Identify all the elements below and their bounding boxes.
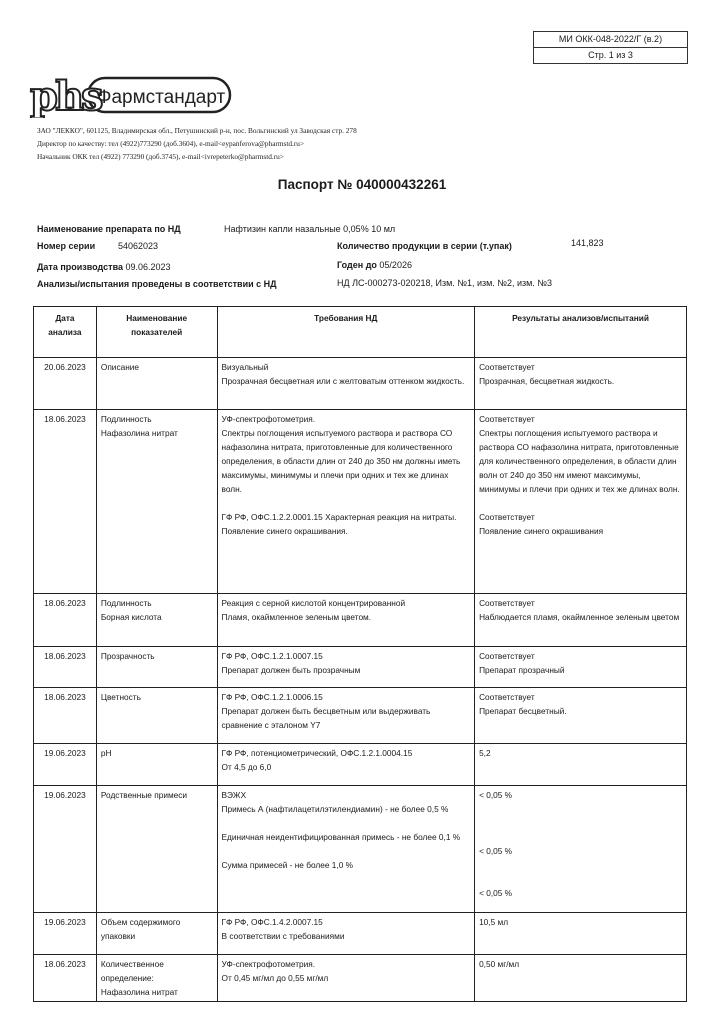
cell-text: От 4,5 до 6,0 — [221, 762, 272, 772]
quantity-label: Количество продукции в серии (т.упак) — [337, 241, 512, 251]
quality-director-contact: Директор по качеству: тел (4922)773290 (доб.3604), e-mail<eypanferova@pharmstd.ru> — [37, 139, 305, 148]
cell-results — [475, 594, 687, 647]
cell-text: Соответствует — [479, 651, 535, 661]
cell-requirements — [217, 647, 475, 688]
spacer — [479, 816, 682, 830]
production-date-label: Дата производства — [37, 262, 123, 272]
qc-head-contact: Начальник ОКК тел (4922) 773290 (доб.3745), e-mail<ivrepeterko@pharmstd.ru> — [37, 152, 284, 161]
cell-date: 19.06.2023 — [34, 744, 97, 786]
expiry-date — [337, 260, 412, 270]
cell-text: Препарат должен быть прозрачным — [221, 665, 361, 675]
cell-text: 10,5 мл — [479, 917, 509, 927]
header-requirements: Требования НД — [217, 307, 475, 358]
spacer — [479, 802, 682, 816]
cell-text: Соответствует — [479, 362, 535, 372]
cell-requirements — [217, 410, 475, 594]
cell-indicator — [96, 410, 217, 594]
analysis-results-table — [33, 306, 687, 1002]
cell-date: 18.06.2023 — [34, 594, 97, 647]
spacer — [479, 858, 682, 872]
passport-title: Паспорт № 040000432261 — [277, 177, 447, 192]
pharmstandard-logo — [28, 74, 233, 118]
cell-text: < 0,05 % — [479, 790, 513, 800]
production-date-value: 09.06.2023 — [125, 262, 171, 272]
cell-text: ВЭЖХ — [221, 790, 247, 800]
cell-text: Препарат прозрачный — [479, 665, 565, 675]
cell-results — [475, 786, 687, 913]
cell-text: УФ-спектрофотометрия. — [221, 959, 316, 969]
cell-text: Нафазолина нитрат — [100, 987, 178, 997]
table-body — [34, 358, 687, 1002]
table-row — [34, 358, 687, 410]
spacer — [479, 872, 682, 886]
cell-text: 0,50 мг/мл — [479, 959, 520, 969]
company-address: ЗАО "ЛЕККО", 601125, Владимирская обл., Петушинский р-н, пос. Вольгинский ул Заводская стр. 278 — [37, 126, 357, 135]
cell-text: УФ-спектрофотометрия. — [221, 414, 316, 424]
cell-text: Нафазолина нитрат — [100, 428, 178, 438]
cell-text: ГФ РФ, ОФС.1.4.2.0007.15 — [221, 917, 323, 927]
cell-text: Единичная неидентифицированная примесь - не более 0,1 % — [221, 832, 461, 842]
cell-requirements — [217, 913, 475, 955]
header-date: Дата анализа — [34, 307, 97, 358]
cell-date: 18.06.2023 — [34, 410, 97, 594]
drug-label: Наименование препарата по НД — [37, 224, 181, 234]
cell-indicator — [96, 594, 217, 647]
document-code: МИ ОКК-048-2022/Г (в.2) — [558, 34, 663, 44]
cell-text: Соответствует — [479, 598, 535, 608]
table-row — [34, 410, 687, 594]
cell-requirements — [217, 955, 475, 1002]
analysis-label: Анализы/испытания проведены в соответствии с НД — [37, 279, 277, 289]
table-row — [34, 744, 687, 786]
cell-text: Реакция с серной кислотой концентрированной — [221, 598, 406, 608]
table-row — [34, 955, 687, 1002]
cell-text: Родственные примеси — [100, 790, 188, 800]
company-info — [37, 124, 357, 163]
cell-text: В соответствии с требованиями — [221, 931, 345, 941]
expiry-label: Годен до — [337, 260, 377, 270]
cell-indicator — [96, 688, 217, 744]
cell-text: Пламя, окаймленное зеленым цветом. — [221, 612, 372, 622]
cell-requirements — [217, 358, 475, 410]
logo-mark: phs — [30, 74, 101, 118]
cell-results — [475, 410, 687, 594]
quantity-value: 141,823 — [571, 238, 604, 248]
nd-reference: НД ЛС-000273-020218, Изм. №1, изм. №2, изм. №3 — [337, 278, 553, 288]
series-value: 54062023 — [118, 241, 159, 251]
cell-text: Прозрачность — [100, 651, 155, 661]
cell-text: От 0,45 мг/мл до 0,55 мг/мл — [221, 973, 329, 983]
cell-results — [475, 358, 687, 410]
cell-indicator — [96, 647, 217, 688]
cell-date: 19.06.2023 — [34, 913, 97, 955]
table-row — [34, 786, 687, 913]
cell-date: 19.06.2023 — [34, 786, 97, 913]
logo-name: Фармстандарт — [97, 87, 226, 108]
cell-requirements — [217, 786, 475, 913]
cell-text: Примесь А (нафтилацетилэтилендиамин) - не более 0,5 % — [221, 804, 449, 814]
cell-text: Соответствует — [479, 414, 535, 424]
cell-text: ГФ РФ, ОФС.1.2.1.0006.15 — [221, 692, 323, 702]
cell-results — [475, 744, 687, 786]
page-number: Стр. 1 из 3 — [534, 47, 687, 63]
cell-text: < 0,05 % — [479, 846, 513, 856]
cell-text: Прозрачная бесцветная или с желтоватым оттенком жидкость. — [221, 376, 465, 386]
cell-text: Объем содержимого упаковки — [100, 917, 181, 941]
cell-requirements — [217, 688, 475, 744]
cell-text: Соответствует — [479, 692, 535, 702]
header-indicator: Наименование показателей — [96, 307, 217, 358]
table-row — [34, 594, 687, 647]
cell-text: Описание — [100, 362, 140, 372]
cell-text: ГФ РФ, ОФС.1.2.1.0007.15 — [221, 651, 323, 661]
cell-text: Количественное определение: — [100, 959, 164, 983]
cell-results — [475, 647, 687, 688]
cell-indicator — [96, 955, 217, 1002]
cell-text: Цветность — [100, 692, 141, 702]
cell-text: Визуальный — [221, 362, 269, 372]
table-row — [34, 913, 687, 955]
cell-text: Препарат бесцветный. — [479, 706, 567, 716]
cell-text: Наблюдается пламя, окаймленное зеленым цветом — [479, 612, 680, 622]
spacer — [479, 830, 682, 844]
cell-date: 18.06.2023 — [34, 647, 97, 688]
cell-requirements — [217, 594, 475, 647]
expiry-value: 05/2026 — [379, 260, 412, 270]
cell-indicator — [96, 358, 217, 410]
spacer — [222, 844, 471, 858]
table-row — [34, 688, 687, 744]
cell-text: Борная кислота — [100, 612, 162, 622]
cell-text: Сумма примесей - не более 1,0 % — [221, 860, 353, 870]
spacer — [222, 816, 471, 830]
cell-indicator — [96, 913, 217, 955]
cell-text: Подлинность — [100, 598, 152, 608]
series-label: Номер серии — [37, 241, 96, 251]
cell-results — [475, 688, 687, 744]
production-date — [37, 262, 171, 272]
cell-text: Подлинность — [100, 414, 152, 424]
table-row — [34, 647, 687, 688]
cell-date: 18.06.2023 — [34, 955, 97, 1002]
cell-text: Появление синего окрашивания — [479, 526, 604, 536]
cell-text: Спектры поглощения испытуемого раствора и раствора СО нафазолина нитрата, приготовленные для количественного определения, в области длин волн от 240 до 350 нм имеют максимумы, минимумы и плечи при одних и тех же длинах волн. — [479, 428, 680, 494]
cell-date: 20.06.2023 — [34, 358, 97, 410]
cell-text: Соответствует — [479, 512, 535, 522]
header-results: Результаты анализов/испытаний — [475, 307, 687, 358]
cell-text: < 0,05 % — [479, 888, 513, 898]
cell-text: Спектры поглощения испытуемого раствора и раствора СО нафазолина нитрата, приготовленные для количественного определения, в области длин от 240 до 350 нм должны иметь максимумы, минимумы и плечи при одних и тех же длинах волн. — [221, 428, 461, 494]
cell-indicator — [96, 786, 217, 913]
cell-text: ГФ РФ, потенциометрический, ОФС.1.2.1.0004.15 — [221, 748, 413, 758]
cell-text: Прозрачная, бесцветная жидкость. — [479, 376, 615, 386]
cell-results — [475, 913, 687, 955]
spacer — [222, 496, 471, 510]
cell-indicator — [96, 744, 217, 786]
cell-text: 5,2 — [479, 748, 491, 758]
spacer — [479, 496, 682, 510]
cell-requirements — [217, 744, 475, 786]
cell-results — [475, 955, 687, 1002]
cell-text: Препарат должен быть бесцветным или выдерживать сравнение с эталоном Y7 — [221, 706, 431, 730]
document-reference-box — [533, 31, 688, 64]
cell-text: Появление синего окрашивания. — [221, 526, 348, 536]
drug-value: Нафтизин капли назальные 0,05% 10 мл — [224, 224, 396, 234]
table-header-row — [34, 307, 687, 358]
cell-text: pH — [100, 748, 112, 758]
cell-text: ГФ РФ, ОФС.1.2.2.0001.15 Характерная реакция на нитраты. — [221, 512, 457, 522]
cell-date: 18.06.2023 — [34, 688, 97, 744]
